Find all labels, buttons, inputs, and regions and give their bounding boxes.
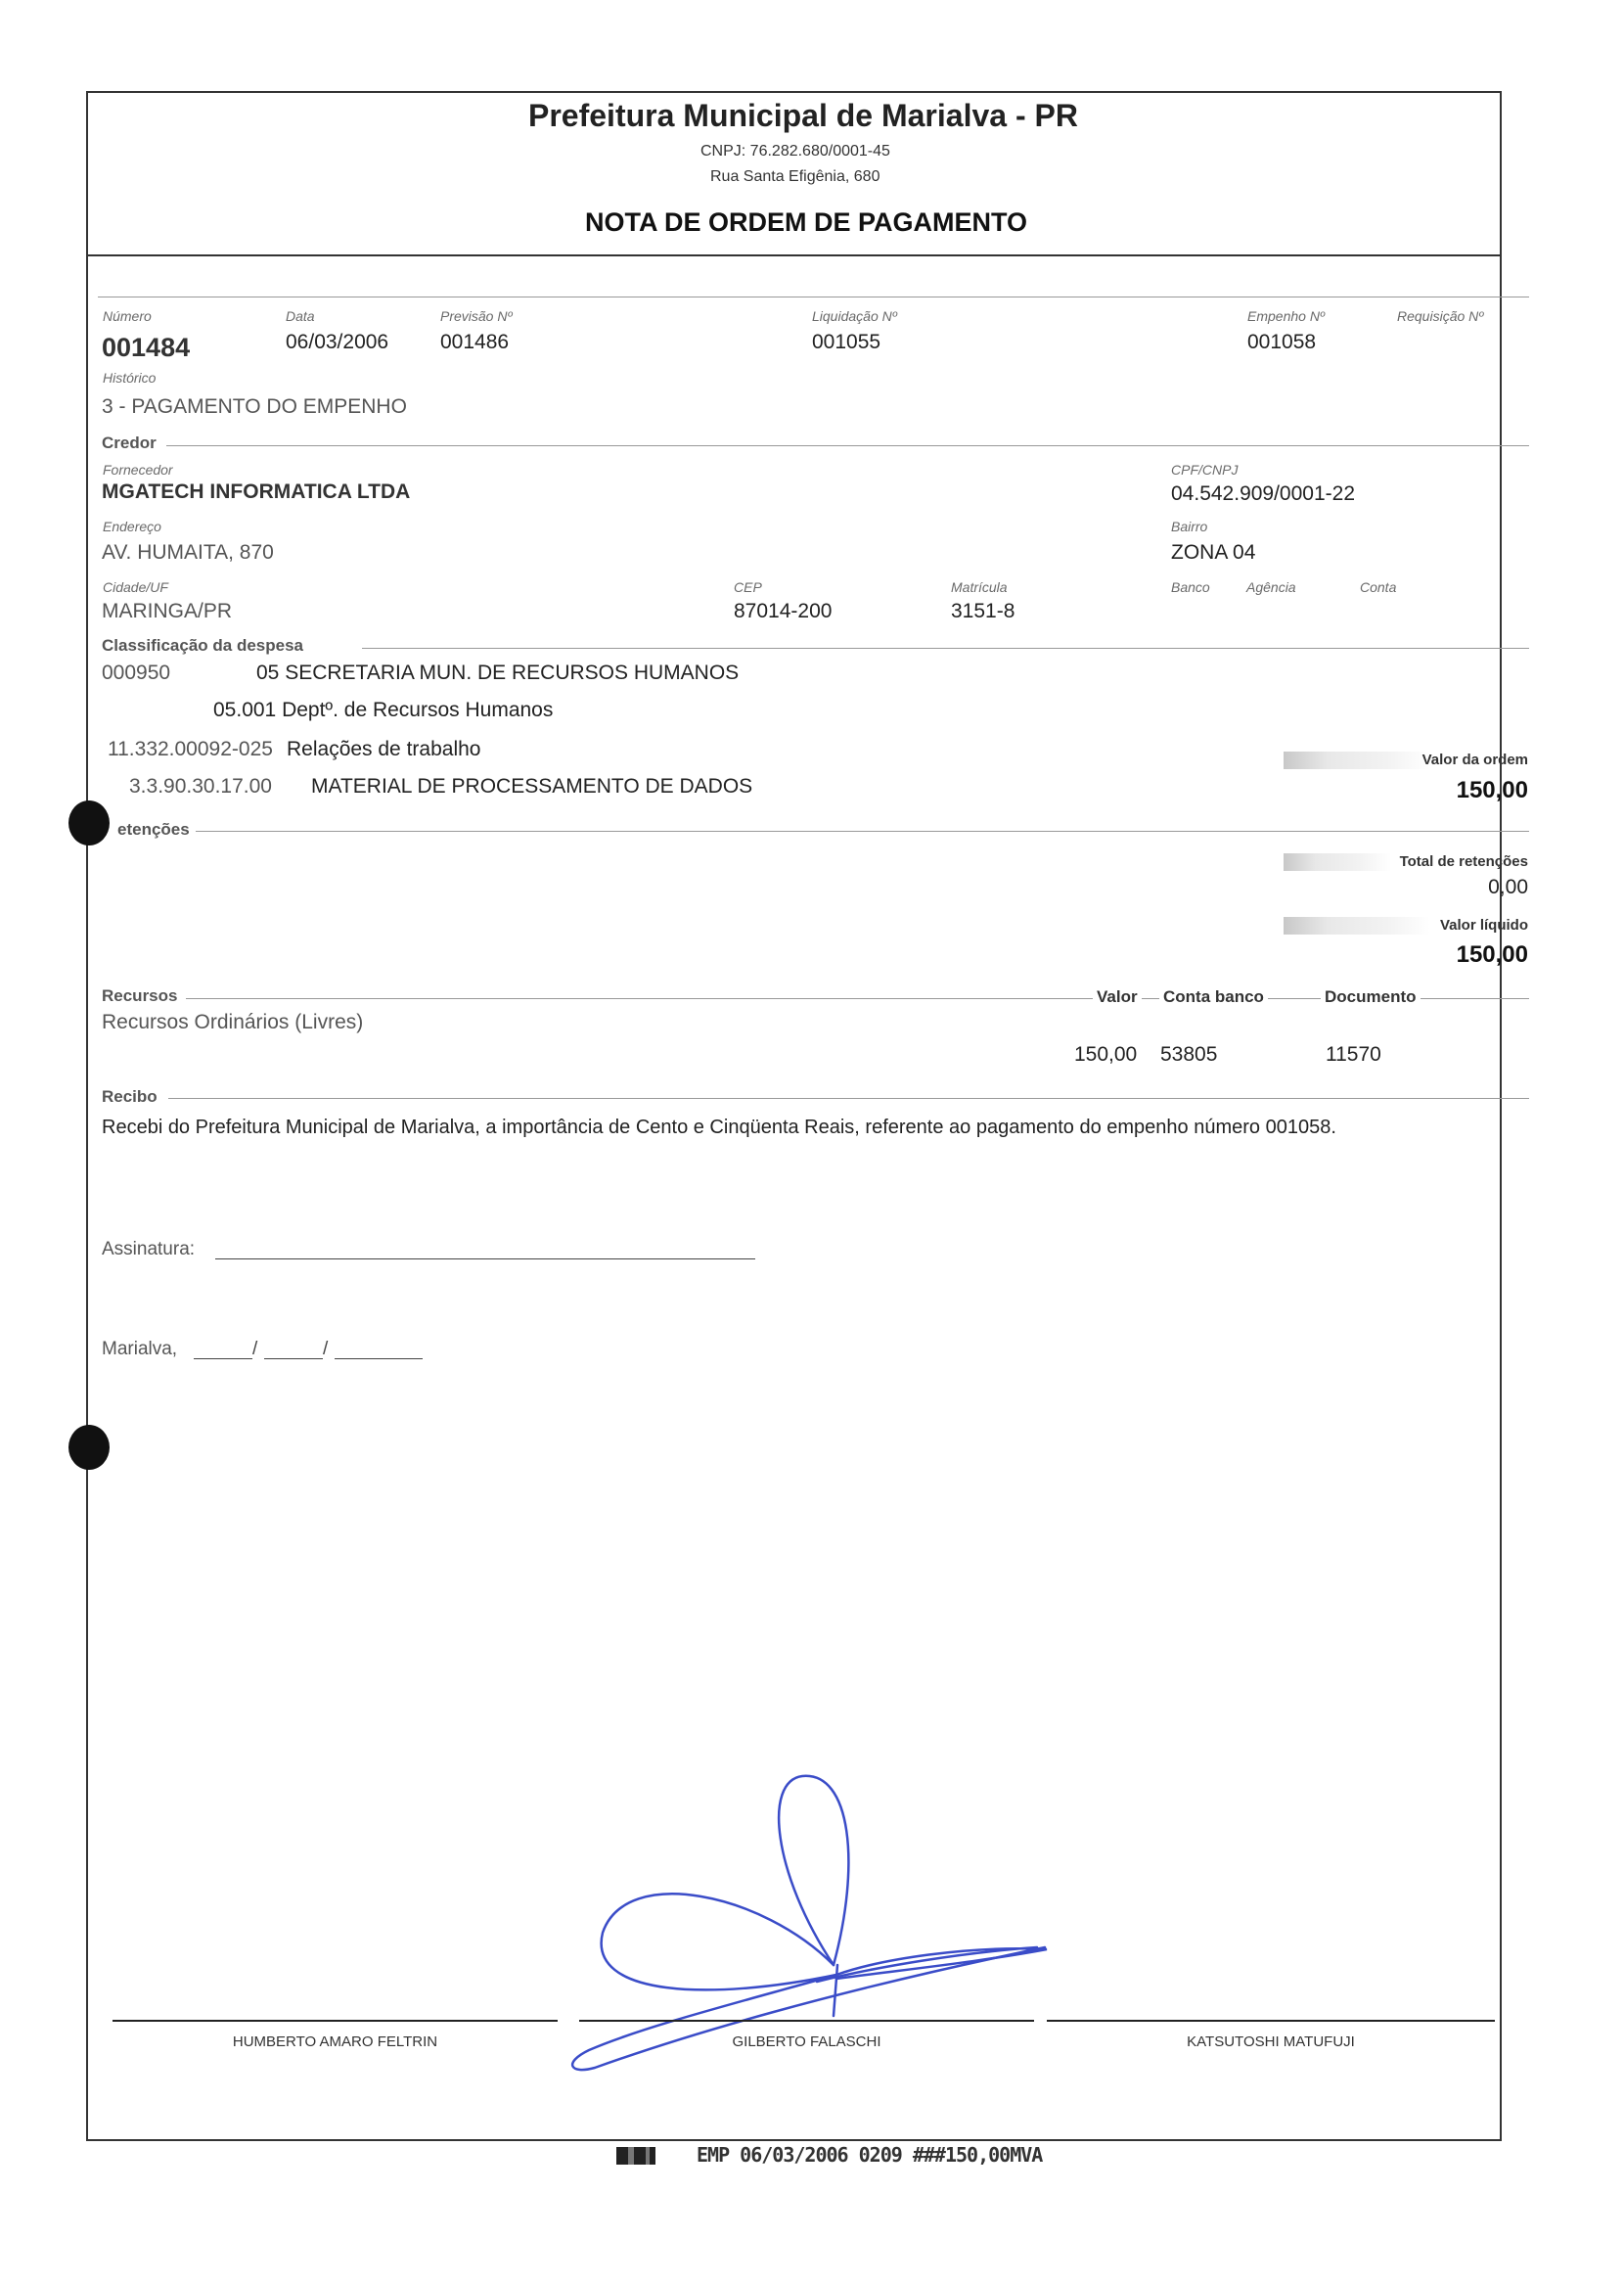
recibo-section: Recibo <box>102 1087 163 1107</box>
recursos-valor: 150,00 <box>1074 1043 1138 1066</box>
liquidacao-value: 001055 <box>812 331 881 353</box>
historico-value: 3 - PAGAMENTO DO EMPENHO <box>102 395 407 418</box>
date-slash-2: / <box>323 1339 329 1359</box>
cpf-value: 04.542.909/0001-22 <box>1171 482 1356 505</box>
empenho-value: 001058 <box>1247 331 1317 353</box>
date-day-line <box>194 1358 252 1359</box>
page-title: Prefeitura Municipal de Marialva - PR <box>528 98 1078 133</box>
signature-line-1 <box>113 2020 558 2022</box>
numero-value: 001484 <box>102 333 191 362</box>
punch-hole-bottom <box>68 1425 110 1470</box>
signature-name-1: HUMBERTO AMARO FELTRIN <box>232 2033 438 2050</box>
fornecedor-value: MGATECH INFORMATICA LTDA <box>102 480 411 503</box>
cpf-label: CPF/CNPJ <box>1171 462 1239 478</box>
class-l4-text: MATERIAL DE PROCESSAMENTO DE DADOS <box>311 775 753 798</box>
assinatura-label: Assinatura: <box>102 1239 196 1259</box>
data-value: 06/03/2006 <box>286 331 389 353</box>
header-cnpj: CNPJ: 76.282.680/0001-45 <box>700 143 890 160</box>
empenho-label: Empenho Nº <box>1247 308 1326 324</box>
class-l3-text: Relações de trabalho <box>287 738 481 760</box>
signature-name-2: GILBERTO FALASCHI <box>732 2033 881 2050</box>
header-address: Rua Santa Efigênia, 680 <box>710 168 880 185</box>
requisicao-label: Requisição Nº <box>1397 308 1484 324</box>
footer-stamp: EMP 06/03/2006 0209 ###150,00MVA <box>697 2143 1043 2167</box>
data-label: Data <box>286 308 315 324</box>
retencoes-divider <box>196 831 1529 832</box>
fornecedor-label: Fornecedor <box>103 462 173 478</box>
retencoes-section: etenções <box>117 820 196 840</box>
date-year-line <box>335 1358 423 1359</box>
date-slash-1: / <box>252 1339 258 1359</box>
valor-liquido-value: 150,00 <box>1456 941 1528 968</box>
stamp-logo-icon <box>616 2147 655 2165</box>
classificacao-section: Classificação da despesa <box>102 636 309 656</box>
recursos-documento-label: Documento <box>1321 987 1421 1007</box>
total-retencoes-label: Total de retenções <box>1399 853 1528 870</box>
bairro-value: ZONA 04 <box>1171 541 1256 564</box>
assinatura-line <box>215 1258 755 1259</box>
credor-section: Credor <box>102 434 162 453</box>
total-retencoes-value: 0,00 <box>1488 876 1528 898</box>
liquidacao-label: Liquidação Nº <box>812 308 897 324</box>
class-l4-code: 3.3.90.30.17.00 <box>129 775 272 798</box>
numero-label: Número <box>103 308 152 324</box>
punch-hole-top <box>68 800 110 845</box>
historico-label: Histórico <box>103 370 157 386</box>
classificacao-divider <box>362 648 1529 649</box>
date-month-line <box>264 1358 323 1359</box>
endereco-value: AV. HUMAITA, 870 <box>102 541 274 564</box>
banco-label: Banco <box>1171 579 1210 595</box>
cidade-value: MARINGA/PR <box>102 600 233 622</box>
document-title: NOTA DE ORDEM DE PAGAMENTO <box>585 207 1028 237</box>
cep-label: CEP <box>734 579 762 595</box>
valor-liquido-shade <box>1284 917 1430 935</box>
signature-line-2 <box>579 2020 1034 2022</box>
header-divider <box>88 254 1500 256</box>
class-l3-code: 11.332.00092-025 <box>108 738 273 760</box>
recursos-conta: 53805 <box>1160 1043 1218 1066</box>
class-l2: 05.001 Deptº. de Recursos Humanos <box>213 699 554 721</box>
bairro-label: Bairro <box>1171 519 1208 534</box>
recursos-conta-label: Conta banco <box>1159 987 1268 1007</box>
total-retencoes-shade <box>1284 853 1391 871</box>
local-label: Marialva, <box>102 1339 178 1359</box>
previsao-label: Previsão Nº <box>440 308 513 324</box>
previsao-value: 001486 <box>440 331 510 353</box>
credor-divider <box>166 445 1529 446</box>
signature-name-3: KATSUTOSHI MATUFUJI <box>1187 2033 1355 2050</box>
signature-line-3 <box>1047 2020 1495 2022</box>
recursos-documento: 11570 <box>1326 1043 1381 1066</box>
conta-label: Conta <box>1360 579 1397 595</box>
class-l1-text: 05 SECRETARIA MUN. DE RECURSOS HUMANOS <box>256 662 740 684</box>
matricula-value: 3151-8 <box>951 600 1015 622</box>
valor-liquido-label: Valor líquido <box>1439 917 1528 934</box>
recibo-text: Recebi do Prefeitura Municipal de Marialva, a importância de Cento e Cinqüenta Reais, referente ao pagamento do empenho número 001058. <box>102 1117 1336 1138</box>
matricula-label: Matrícula <box>951 579 1008 595</box>
agencia-label: Agência <box>1246 579 1296 595</box>
cep-value: 87014-200 <box>734 600 833 622</box>
recursos-section: Recursos <box>102 986 183 1006</box>
recursos-descricao: Recursos Ordinários (Livres) <box>102 1011 364 1033</box>
valor-ordem-value: 150,00 <box>1456 777 1528 803</box>
class-l1-code: 000950 <box>102 662 171 684</box>
cidade-label: Cidade/UF <box>103 579 168 595</box>
valor-ordem-shade <box>1284 752 1430 769</box>
recursos-valor-label: Valor <box>1093 987 1142 1007</box>
recibo-divider <box>168 1098 1529 1099</box>
valor-ordem-label: Valor da ordem <box>1421 752 1528 768</box>
endereco-label: Endereço <box>103 519 161 534</box>
